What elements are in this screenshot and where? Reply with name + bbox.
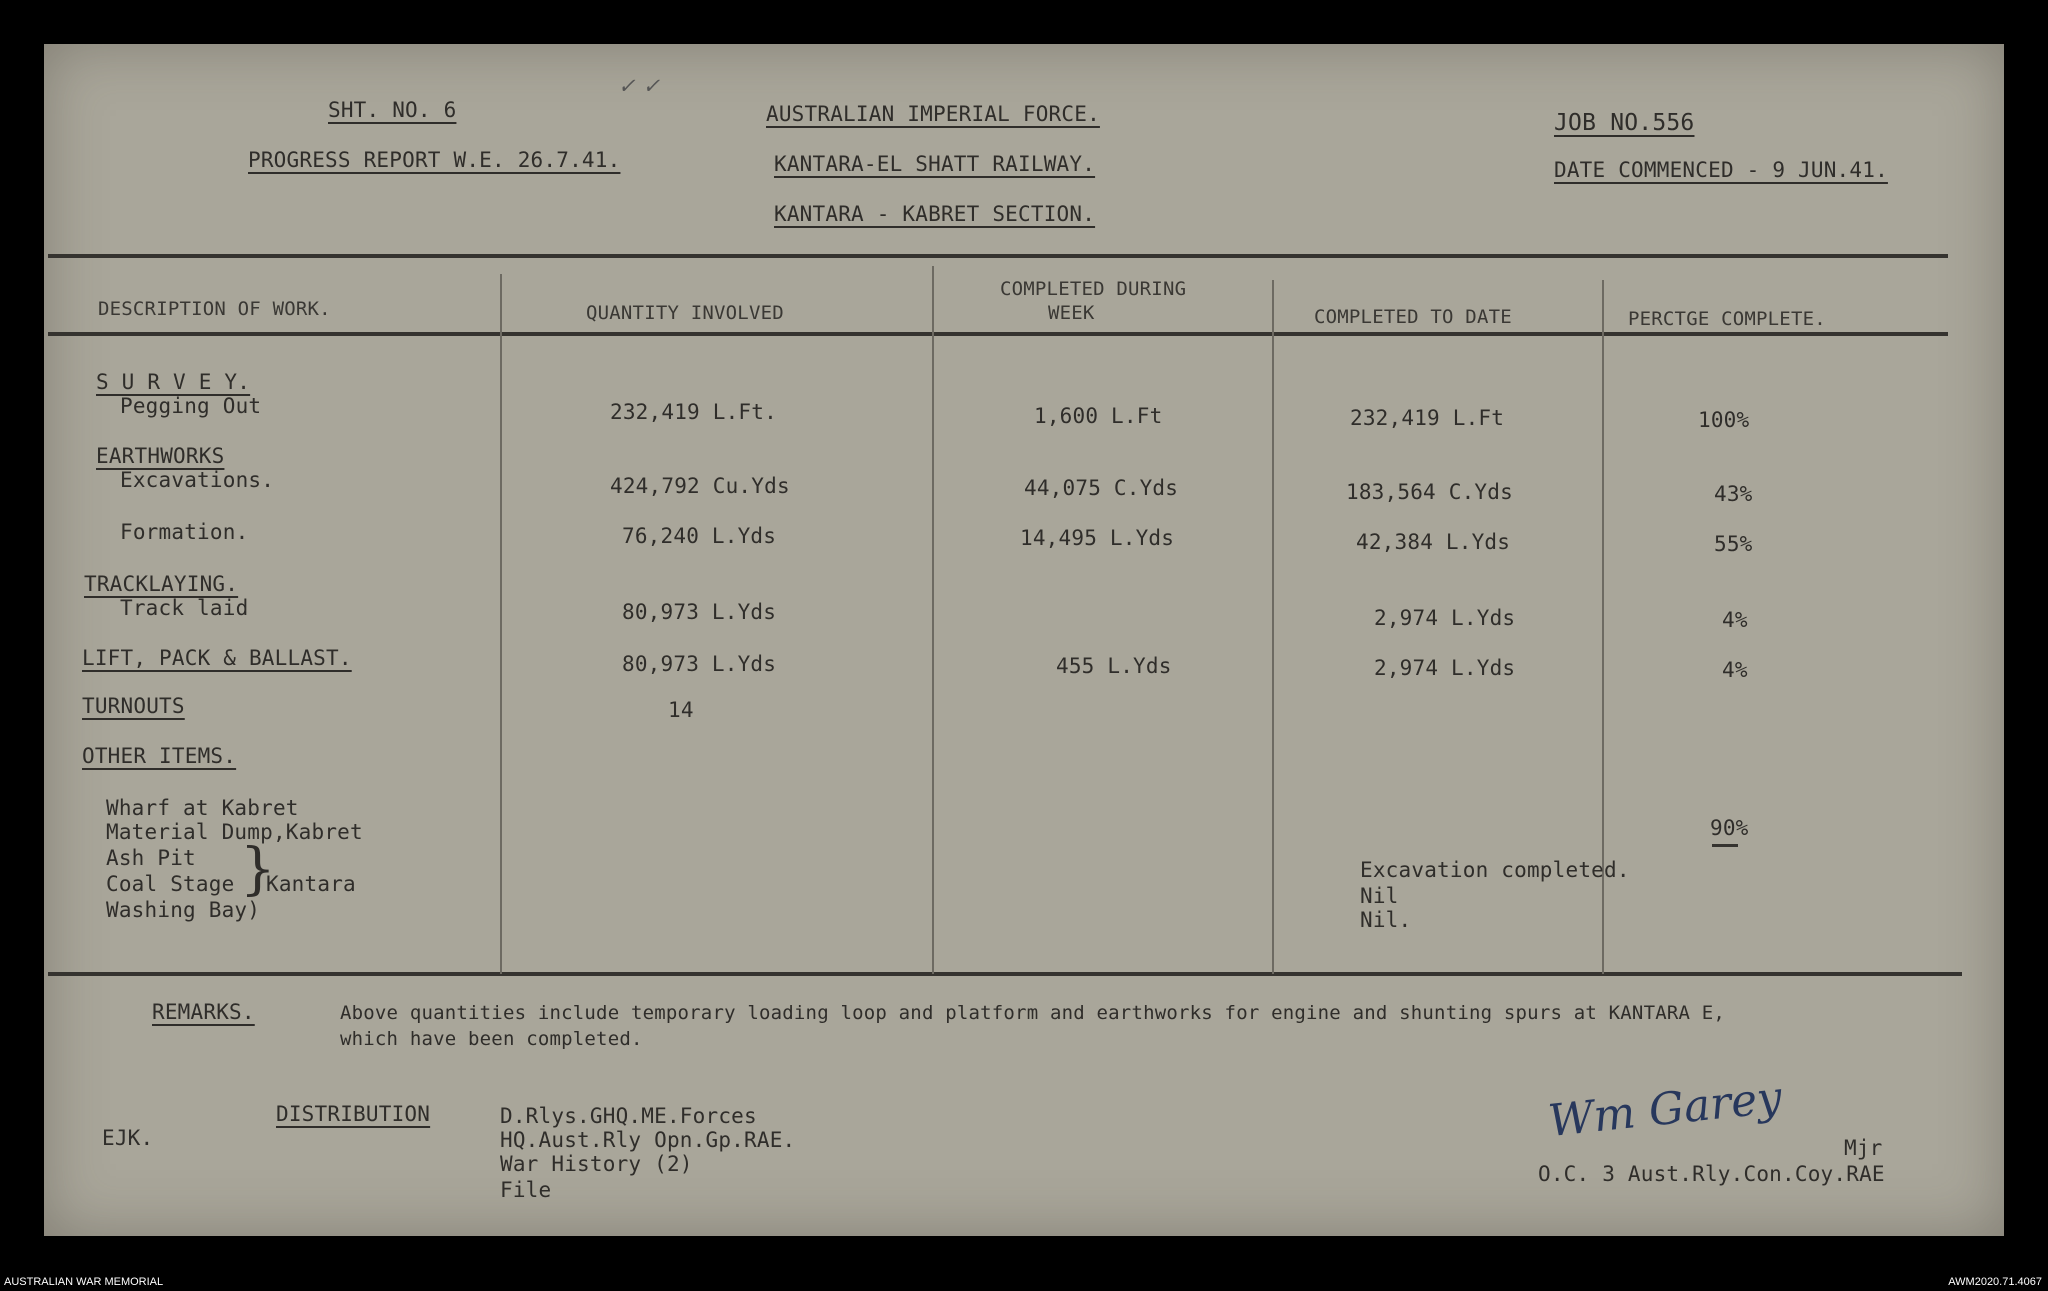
other-item-ash-pit: Ash Pit — [106, 846, 196, 870]
other-item-location: Kantara — [266, 872, 356, 896]
job-number: JOB NO.556 — [1554, 110, 1695, 136]
survey-percent: 100% — [1698, 408, 1750, 432]
date-commenced: DATE COMMENCED - 9 JUN.41. — [1554, 158, 1888, 182]
distribution-item: HQ.Aust.Rly Opn.Gp.RAE. — [500, 1128, 796, 1152]
progress-report-date: PROGRESS REPORT W.E. 26.7.41. — [248, 148, 621, 172]
turnouts-heading: TURNOUTS — [82, 694, 185, 718]
signature-rank: Mjr — [1844, 1136, 1883, 1160]
note-nil-1: Nil — [1360, 884, 1399, 908]
note-nil-2: Nil. — [1360, 908, 1412, 932]
excavations-to-date: 183,564 C.Yds — [1346, 480, 1513, 504]
remarks-line-2: which have been completed. — [340, 1028, 643, 1050]
formation-quantity: 76,240 L.Yds — [622, 524, 777, 548]
tracklaying-quantity: 80,973 L.Yds — [622, 600, 777, 624]
header-to-date: COMPLETED TO DATE — [1314, 306, 1512, 328]
note-excavation-completed: Excavation completed. — [1360, 858, 1630, 882]
distribution-label: DISTRIBUTION — [276, 1102, 431, 1126]
lift-pack-ballast-percent: 4% — [1722, 658, 1748, 682]
excavations-week: 44,075 C.Yds — [1024, 476, 1179, 500]
railway-name: KANTARA-EL SHATT RAILWAY. — [774, 152, 1096, 176]
percent-underline — [1712, 844, 1738, 847]
header-description: DESCRIPTION OF WORK. — [98, 298, 331, 320]
column-divider-1 — [500, 274, 502, 974]
other-items-heading: OTHER ITEMS. — [82, 744, 237, 768]
tracklaying-heading: TRACKLAYING. — [84, 572, 239, 596]
table-top-rule — [48, 254, 1948, 258]
header-week-line2: WEEK — [1048, 302, 1095, 324]
excavations-item: Excavations. — [120, 468, 275, 492]
lift-pack-ballast-heading: LIFT, PACK & BALLAST. — [82, 646, 352, 670]
column-divider-2 — [932, 266, 934, 974]
tracklaying-item: Track laid — [120, 596, 249, 620]
header-bottom-rule — [48, 332, 1948, 336]
other-item-coal-stage: Coal Stage — [106, 872, 235, 896]
survey-to-date: 232,419 L.Ft — [1350, 406, 1505, 430]
wharf-percent: 90% — [1710, 816, 1749, 840]
archive-footer-right: AWM2020.71.4067 — [1948, 1276, 2042, 1288]
tracklaying-to-date: 2,974 L.Yds — [1374, 606, 1516, 630]
archive-footer-left: AUSTRALIAN WAR MEMORIAL — [4, 1276, 164, 1288]
lift-pack-ballast-quantity: 80,973 L.Yds — [622, 652, 777, 676]
remarks-label: REMARKS. — [152, 1000, 255, 1024]
survey-quantity: 232,419 L.Ft. — [610, 400, 777, 424]
tracklaying-percent: 4% — [1722, 608, 1748, 632]
excavations-percent: 43% — [1714, 482, 1753, 506]
header-percent: PERCTGE COMPLETE. — [1628, 308, 1826, 330]
distribution-item: War History (2) — [500, 1152, 693, 1176]
document-paper — [44, 44, 2004, 1236]
excavations-quantity: 424,792 Cu.Yds — [610, 474, 790, 498]
typist-initials: EJK. — [102, 1126, 154, 1150]
distribution-item: File — [500, 1178, 552, 1202]
signature-title: O.C. 3 Aust.Rly.Con.Coy.RAE — [1538, 1162, 1885, 1186]
formation-to-date: 42,384 L.Yds — [1356, 530, 1511, 554]
header-quantity: QUANTITY INVOLVED — [586, 302, 784, 324]
formation-item: Formation. — [120, 520, 249, 544]
column-divider-3 — [1272, 280, 1274, 974]
survey-item: Pegging Out — [120, 394, 262, 418]
header-week-line1: COMPLETED DURING — [1000, 278, 1187, 300]
formation-percent: 55% — [1714, 532, 1753, 556]
earthworks-heading: EARTHWORKS — [96, 444, 225, 468]
lift-pack-ballast-to-date: 2,974 L.Yds — [1374, 656, 1516, 680]
turnouts-quantity: 14 — [668, 698, 694, 722]
location-brace: } — [240, 837, 276, 902]
other-item-material-dump: Material Dump,Kabret — [106, 820, 363, 844]
distribution-item: D.Rlys.GHQ.ME.Forces — [500, 1104, 757, 1128]
other-item-washing-bay: Washing Bay) — [106, 898, 261, 922]
handwritten-signature: Wm Garey — [1545, 1071, 1785, 1148]
survey-week: 1,600 L.Ft — [1034, 404, 1163, 428]
table-bottom-rule — [48, 972, 1962, 976]
document-title: AUSTRALIAN IMPERIAL FORCE. — [766, 102, 1100, 126]
remarks-line-1: Above quantities include temporary loading loop and platform and earthworks for engine and shunting spurs at KANTARA E, — [340, 1002, 1726, 1024]
handwritten-checkmarks: ✓ ✓ — [618, 74, 661, 98]
lift-pack-ballast-week: 455 L.Yds — [1056, 654, 1172, 678]
section-name: KANTARA - KABRET SECTION. — [774, 202, 1096, 226]
sheet-number: SHT. NO. 6 — [328, 98, 457, 122]
formation-week: 14,495 L.Yds — [1020, 526, 1175, 550]
other-item-wharf: Wharf at Kabret — [106, 796, 299, 820]
survey-heading: S U R V E Y. — [96, 370, 251, 394]
